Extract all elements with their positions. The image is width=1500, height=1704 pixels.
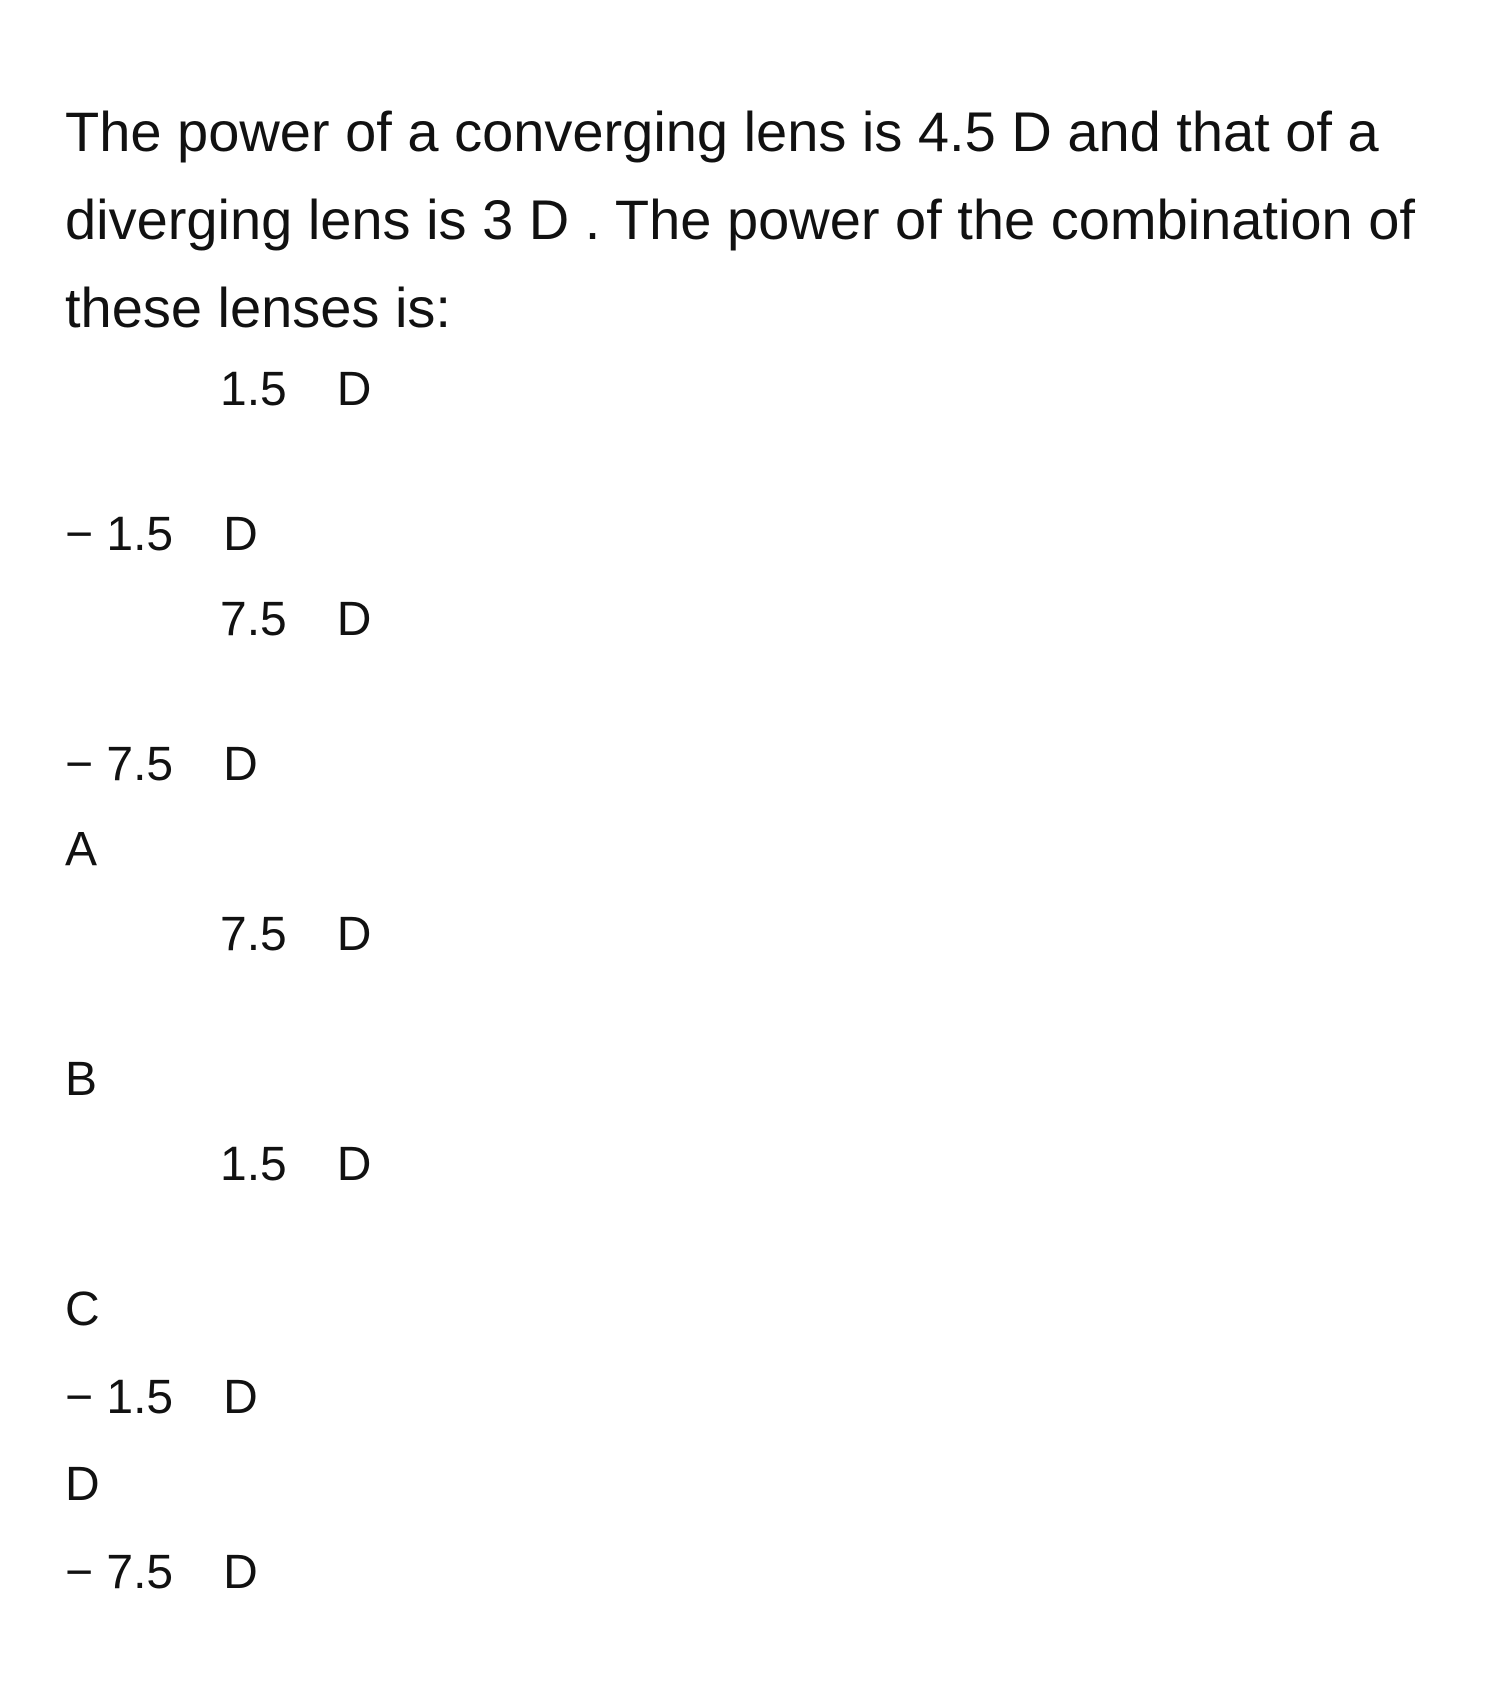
- option-value: − 7.5: [65, 1546, 174, 1599]
- option-value: 1.5: [220, 1138, 287, 1191]
- preview-option-2: [65, 505, 258, 565]
- option-value: 7.5: [220, 908, 287, 961]
- option-value: − 1.5: [65, 1371, 174, 1424]
- option-c-answer[interactable]: [65, 1368, 258, 1428]
- option-unit: D: [223, 1371, 258, 1424]
- preview-option-unit: D: [336, 593, 372, 646]
- option-c-letter[interactable]: C: [65, 1283, 100, 1336]
- preview-option-value: − 1.5: [65, 508, 174, 561]
- option-d-answer[interactable]: [65, 1543, 258, 1603]
- preview-option-value: 1.5: [220, 363, 287, 416]
- preview-option-4: [65, 735, 258, 795]
- preview-option-value: − 7.5: [65, 738, 174, 791]
- option-a-answer[interactable]: [220, 905, 371, 965]
- option-unit: D: [223, 1546, 258, 1599]
- preview-option-1: [220, 360, 371, 420]
- option-b-answer[interactable]: [220, 1135, 371, 1195]
- option-unit: D: [336, 908, 372, 961]
- option-b-letter[interactable]: B: [65, 1053, 98, 1106]
- preview-option-unit: D: [223, 738, 258, 791]
- preview-option-unit: D: [223, 508, 258, 561]
- option-unit: D: [336, 1138, 372, 1191]
- option-d-letter[interactable]: D: [65, 1458, 100, 1511]
- preview-option-unit: D: [336, 363, 372, 416]
- option-a-letter[interactable]: A: [65, 823, 98, 876]
- preview-option-3: [220, 590, 371, 650]
- preview-option-value: 7.5: [220, 593, 287, 646]
- question-text: The power of a converging lens is 4.5 D and that of a diverging lens is 3 D . The power of the combination of these lenses is:: [65, 100, 1415, 339]
